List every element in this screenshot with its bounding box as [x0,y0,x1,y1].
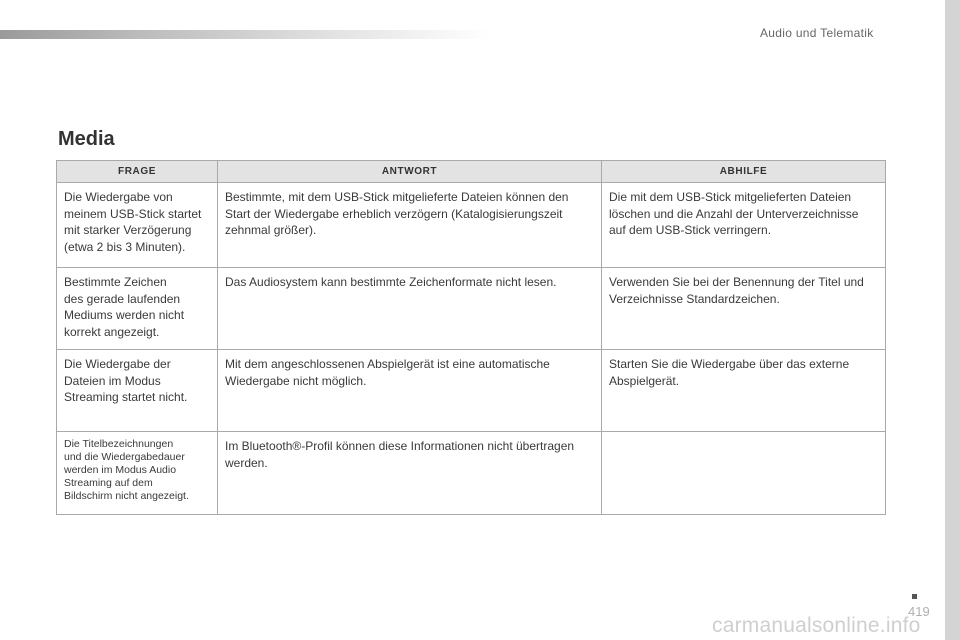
abhilfe-cell [602,268,886,350]
page-number: 419 [908,604,930,619]
cell-line: Bestimmte Zeichen [64,275,167,289]
cell-line: Starten Sie die Wiedergabe über das externe [609,357,850,371]
cell-line: Bildschirm nicht angezeigt. [64,490,189,502]
cell-line: Streaming auf dem [64,477,153,489]
cell-line: Die Wiedergabe der [64,357,171,371]
antwort-cell [218,432,602,515]
table-header-row [57,161,886,183]
column-header-frage: FRAGE [57,161,218,183]
cell-line: Streaming startet nicht. [64,390,188,404]
cell-line: Dateien im Modus [64,373,161,388]
cell-line: Start der Wiedergabe erheblich verzögern (Katalogisierungszeit [225,206,563,221]
cell-line: Die mit dem USB-Stick mitgelieferten Dateien [609,190,852,204]
cell-line: Verwenden Sie bei der Benennung der Titel und [609,275,864,289]
cell-line: zehnmal größer). [225,223,317,237]
table-row [57,350,886,432]
cell-line: Das Audiosystem kann bestimmte Zeichenformate nicht lesen. [225,275,557,289]
abhilfe-cell [602,183,886,268]
column-header-abhilfe: ABHILFE [602,161,886,183]
page-title: Media [58,128,115,150]
abhilfe-cell [602,350,886,432]
section-header: Audio und Telematik [760,26,874,40]
table-row [57,432,886,515]
frage-cell [57,268,218,350]
abhilfe-cell-empty [602,432,886,515]
faq-table [56,160,886,515]
cell-line: mit starker Verzögerung [64,223,192,237]
antwort-cell [218,183,602,268]
table-row [57,268,886,350]
column-header-antwort: ANTWORT [218,161,602,183]
header-gradient-bar [0,30,490,39]
cell-line: und die Wiedergabedauer [64,451,185,463]
cell-line: Mit dem angeschlossenen Abspielgerät ist eine automatische [225,357,550,371]
cell-line: des gerade laufenden [64,291,181,306]
frage-cell [57,432,218,515]
cell-line: Verzeichnisse Standardzeichen. [609,291,780,306]
page-edge-strip [945,0,960,640]
cell-line: meinem USB-Stick startet [64,206,202,221]
cell-line: werden. [225,455,268,470]
table-row [57,183,886,268]
cell-line: Im Bluetooth®-Profil können diese Informationen nicht übertragen [225,439,575,453]
cell-line: Abspielgerät. [609,373,680,388]
cell-line: Die Wiedergabe von [64,190,173,204]
antwort-cell [218,350,602,432]
frage-cell [57,350,218,432]
cell-line: werden im Modus Audio [64,464,177,476]
page-marker [912,594,917,599]
cell-line: korrekt angezeigt. [64,324,160,339]
cell-line: Die Titelbezeichnungen [64,438,174,450]
watermark: carmanualsonline.info [712,614,921,637]
cell-line: auf dem USB-Stick verringern. [609,223,772,237]
cell-line: Bestimmte, mit dem USB-Stick mitgelieferte Dateien können den [225,190,569,204]
cell-line: (etwa 2 bis 3 Minuten). [64,239,186,254]
cell-line: löschen und die Anzahl der Unterverzeichnisse [609,206,859,221]
antwort-cell [218,268,602,350]
cell-line: Wiedergabe nicht möglich. [225,373,367,388]
frage-cell [57,183,218,268]
cell-line: Mediums werden nicht [64,308,185,322]
